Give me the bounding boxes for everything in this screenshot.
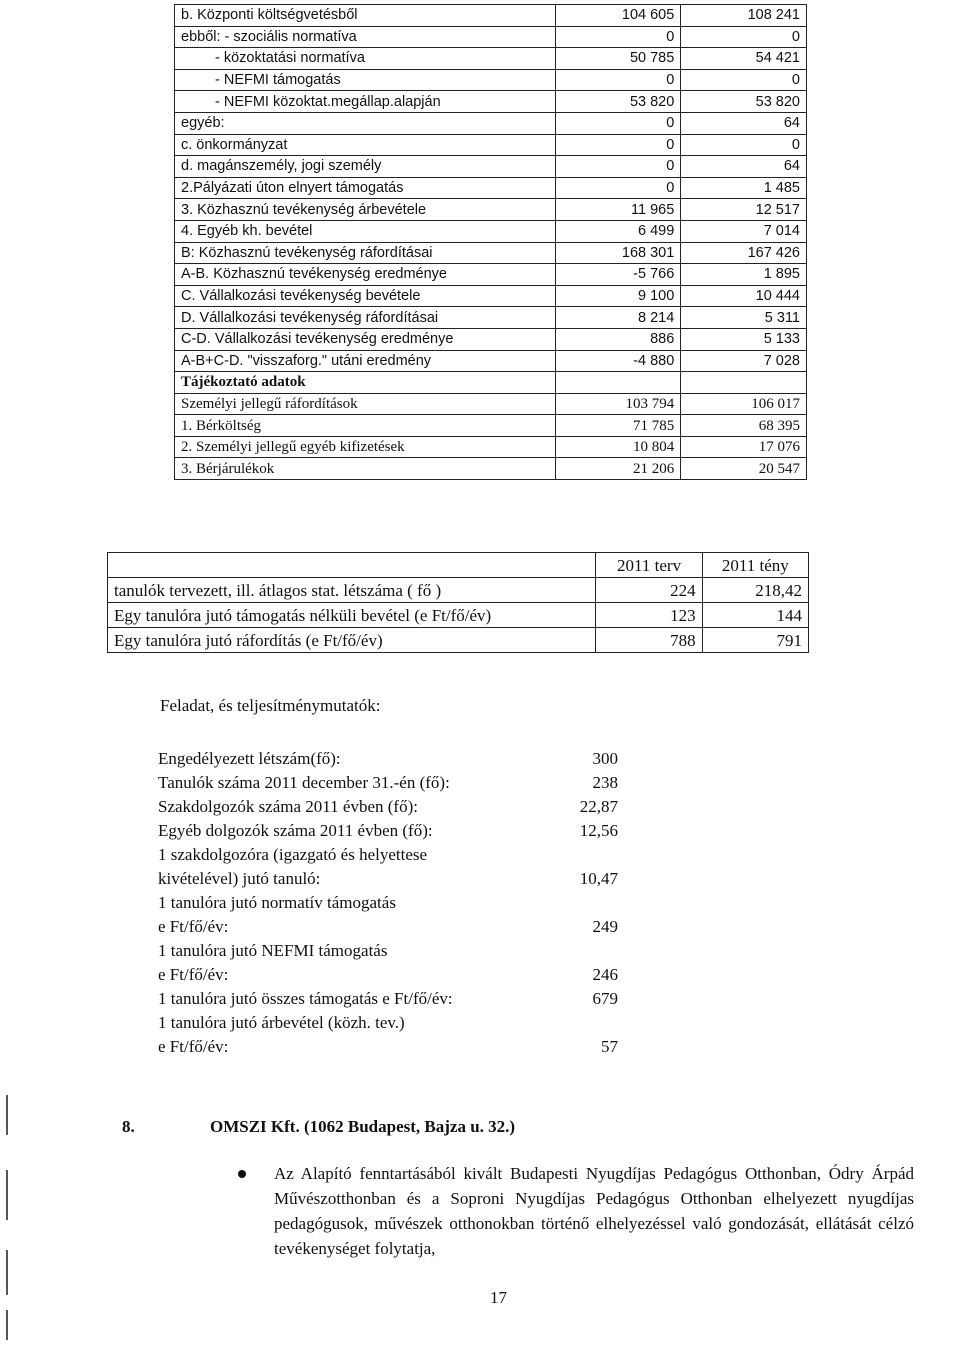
finance-row-label: d. magánszemély, jogi személy <box>175 156 556 178</box>
metric-row <box>158 771 618 795</box>
metric-value: 57 <box>601 1037 618 1056</box>
finance-table-row <box>175 69 807 91</box>
scan-edge-mark <box>6 1095 8 1135</box>
bullet-text: Az Alapító fenntartásából kivált Budapesti Nyugdíjas Pedagógus Otthonban, Ódry Árpád Művészotthonban és a Soproni Nyugdíjas Pedagógus Otthonban elhelyezett nyugdíjas pedagógusok, művészek otthonokban történő elhelyezéssel való gondozását, ellátását célzó tevékenységet folytatja, <box>274 1164 914 1258</box>
metric-label: 1 tanulóra jutó árbevétel (közh. tev.) <box>158 1013 405 1032</box>
scan-edge-mark <box>6 1170 8 1220</box>
bullet-dot-icon <box>238 1170 246 1178</box>
metric-value: 249 <box>592 917 618 936</box>
metric-row <box>158 747 618 771</box>
finance-row-plan-value: -5 766 <box>555 264 681 286</box>
finance-row-actual-value: 54 421 <box>681 48 807 70</box>
metric-row <box>158 843 618 867</box>
finance-table-row <box>175 307 807 329</box>
finance-row-actual-value: 64 <box>681 156 807 178</box>
finance-row-plan-value: 8 214 <box>555 307 681 329</box>
student-table-row <box>108 578 809 603</box>
finance-row-actual-value: 17 076 <box>681 436 807 458</box>
finance-row-plan-value: 21 206 <box>555 458 681 480</box>
finance-row-actual-value: 64 <box>681 112 807 134</box>
metric-label: 1 tanulóra jutó normatív támogatás <box>158 893 396 912</box>
finance-table <box>174 4 807 480</box>
finance-row-label: 2. Személyi jellegű egyéb kifizetések <box>175 436 556 458</box>
finance-row-actual-value: 53 820 <box>681 91 807 113</box>
finance-row-plan-value: 168 301 <box>555 242 681 264</box>
student-header-label <box>108 553 596 578</box>
bullet-item <box>238 1161 914 1261</box>
student-row-plan: 788 <box>596 628 702 653</box>
finance-row-plan-value: 6 499 <box>555 220 681 242</box>
metric-row <box>158 939 618 963</box>
metric-value: 12,56 <box>579 821 618 840</box>
finance-table-row <box>175 415 807 437</box>
performance-metrics <box>158 747 618 1059</box>
finance-table-row <box>175 156 807 178</box>
finance-row-actual-value: 20 547 <box>681 458 807 480</box>
metric-value: 246 <box>592 965 618 984</box>
finance-row-label: A-B+C-D. "visszaforg." utáni eredmény <box>175 350 556 372</box>
student-row-plan: 224 <box>596 578 702 603</box>
finance-table-row <box>175 199 807 221</box>
finance-row-label: 2.Pályázati úton elnyert támogatás <box>175 177 556 199</box>
finance-table-row <box>175 458 807 480</box>
metric-row <box>158 1035 618 1059</box>
finance-row-plan-value: 0 <box>555 69 681 91</box>
student-row-plan: 123 <box>596 603 702 628</box>
finance-row-actual-value: 0 <box>681 134 807 156</box>
student-row-actual: 791 <box>702 628 808 653</box>
finance-row-label: c. önkormányzat <box>175 134 556 156</box>
metric-label: 1 tanulóra jutó összes támogatás e Ft/fő/év: <box>158 989 453 1008</box>
metric-row <box>158 795 618 819</box>
metric-label: e Ft/fő/év: <box>158 965 229 984</box>
finance-row-label: C-D. Vállalkozási tevékenység eredménye <box>175 328 556 350</box>
finance-row-label: - NEFMI közoktat.megállap.alapján <box>175 91 556 113</box>
finance-row-plan-value: 886 <box>555 328 681 350</box>
finance-row-label: egyéb: <box>175 112 556 134</box>
student-table-row <box>108 628 809 653</box>
finance-row-actual-value: 7 028 <box>681 350 807 372</box>
metric-row <box>158 987 618 1011</box>
finance-table-row <box>175 264 807 286</box>
finance-row-plan-value <box>555 372 681 394</box>
finance-row-actual-value: 108 241 <box>681 5 807 27</box>
finance-row-plan-value: 0 <box>555 156 681 178</box>
finance-table-row <box>175 26 807 48</box>
finance-row-plan-value: -4 880 <box>555 350 681 372</box>
finance-table-row <box>175 328 807 350</box>
finance-table-row <box>175 436 807 458</box>
finance-row-plan-value: 104 605 <box>555 5 681 27</box>
finance-row-actual-value: 0 <box>681 26 807 48</box>
finance-row-label: ebből: - szociális normatíva <box>175 26 556 48</box>
student-row-label: tanulók tervezett, ill. átlagos stat. létszáma ( fő ) <box>108 578 596 603</box>
finance-row-actual-value: 0 <box>681 69 807 91</box>
metric-label: kivételével) jutó tanuló: <box>158 869 321 888</box>
finance-row-label: D. Vállalkozási tevékenység ráfordításai <box>175 307 556 329</box>
metric-label: Engedélyezett létszám(fő): <box>158 749 341 768</box>
finance-table-row <box>175 285 807 307</box>
metric-label: Tanulók száma 2011 december 31.-én (fő): <box>158 773 450 792</box>
finance-row-label: Személyi jellegű ráfordítások <box>175 393 556 415</box>
finance-table-row <box>175 350 807 372</box>
metric-value: 10,47 <box>579 869 618 888</box>
section-number: 8. <box>122 1117 135 1136</box>
metric-value: 300 <box>592 749 618 768</box>
finance-row-actual-value: 68 395 <box>681 415 807 437</box>
student-row-label: Egy tanulóra jutó ráfordítás (e Ft/fő/év) <box>108 628 596 653</box>
finance-row-plan-value: 9 100 <box>555 285 681 307</box>
finance-table-row <box>175 134 807 156</box>
finance-row-actual-value: 10 444 <box>681 285 807 307</box>
finance-table-row <box>175 242 807 264</box>
finance-row-actual-value: 1 895 <box>681 264 807 286</box>
finance-table-body <box>175 5 807 480</box>
scan-edge-mark <box>6 1250 8 1295</box>
scan-edge-mark <box>6 1310 8 1340</box>
finance-row-label: - közoktatási normatíva <box>175 48 556 70</box>
student-table <box>107 552 809 653</box>
finance-row-plan-value: 0 <box>555 112 681 134</box>
metric-label: Egyéb dolgozók száma 2011 évben (fő): <box>158 821 433 840</box>
finance-table-row <box>175 112 807 134</box>
finance-row-actual-value: 5 133 <box>681 328 807 350</box>
metric-row <box>158 867 618 891</box>
metric-label: 1 tanulóra jutó NEFMI támogatás <box>158 941 388 960</box>
finance-row-actual-value: 167 426 <box>681 242 807 264</box>
student-header-actual: 2011 tény <box>702 553 808 578</box>
finance-row-actual-value: 5 311 <box>681 307 807 329</box>
finance-table-row <box>175 48 807 70</box>
metric-row <box>158 819 618 843</box>
finance-row-label: - NEFMI támogatás <box>175 69 556 91</box>
section-title: OMSZI Kft. (1062 Budapest, Bajza u. 32.) <box>210 1117 516 1136</box>
finance-table-row <box>175 393 807 415</box>
finance-row-plan-value: 0 <box>555 134 681 156</box>
metric-label: Szakdolgozók száma 2011 évben (fő): <box>158 797 418 816</box>
finance-table-row <box>175 91 807 113</box>
finance-table-row <box>175 5 807 27</box>
metric-value: 238 <box>592 773 618 792</box>
finance-row-label: 3. Bérjárulékok <box>175 458 556 480</box>
finance-table-row <box>175 177 807 199</box>
metric-label: 1 szakdolgozóra (igazgató és helyettese <box>158 845 428 864</box>
finance-row-actual-value: 7 014 <box>681 220 807 242</box>
metric-row <box>158 891 618 915</box>
finance-table-row <box>175 220 807 242</box>
finance-row-actual-value: 106 017 <box>681 393 807 415</box>
finance-row-label: Tájékoztató adatok <box>175 372 556 394</box>
metric-row <box>158 915 618 939</box>
page-number: 17 <box>490 1288 507 1307</box>
student-table-header-row <box>108 553 809 578</box>
finance-table-row <box>175 372 807 394</box>
metric-row <box>158 1011 618 1035</box>
finance-row-label: b. Központi költségvetésből <box>175 5 556 27</box>
finance-row-plan-value: 50 785 <box>555 48 681 70</box>
student-row-label: Egy tanulóra jutó támogatás nélküli bevétel (e Ft/fő/év) <box>108 603 596 628</box>
task-section-title: Feladat, és teljesítménymutatók: <box>160 696 381 715</box>
finance-row-actual-value <box>681 372 807 394</box>
finance-row-plan-value: 0 <box>555 26 681 48</box>
finance-row-plan-value: 0 <box>555 177 681 199</box>
metric-row <box>158 963 618 987</box>
finance-row-plan-value: 71 785 <box>555 415 681 437</box>
finance-row-plan-value: 53 820 <box>555 91 681 113</box>
finance-row-label: 4. Egyéb kh. bevétel <box>175 220 556 242</box>
finance-row-label: 1. Bérköltség <box>175 415 556 437</box>
student-table-row <box>108 603 809 628</box>
finance-row-actual-value: 12 517 <box>681 199 807 221</box>
finance-row-plan-value: 103 794 <box>555 393 681 415</box>
finance-row-label: A-B. Közhasznú tevékenység eredménye <box>175 264 556 286</box>
finance-row-label: 3. Közhasznú tevékenység árbevétele <box>175 199 556 221</box>
metric-label: e Ft/fő/év: <box>158 1037 229 1056</box>
student-row-actual: 144 <box>702 603 808 628</box>
finance-row-actual-value: 1 485 <box>681 177 807 199</box>
metric-value: 22,87 <box>579 797 618 816</box>
metric-value: 679 <box>592 989 618 1008</box>
student-row-actual: 218,42 <box>702 578 808 603</box>
section-heading <box>122 1117 515 1137</box>
student-header-plan: 2011 terv <box>596 553 702 578</box>
finance-row-label: C. Vállalkozási tevékenység bevétele <box>175 285 556 307</box>
finance-row-label: B: Közhasznú tevékenység ráfordításai <box>175 242 556 264</box>
finance-row-plan-value: 10 804 <box>555 436 681 458</box>
metric-label: e Ft/fő/év: <box>158 917 229 936</box>
finance-row-plan-value: 11 965 <box>555 199 681 221</box>
